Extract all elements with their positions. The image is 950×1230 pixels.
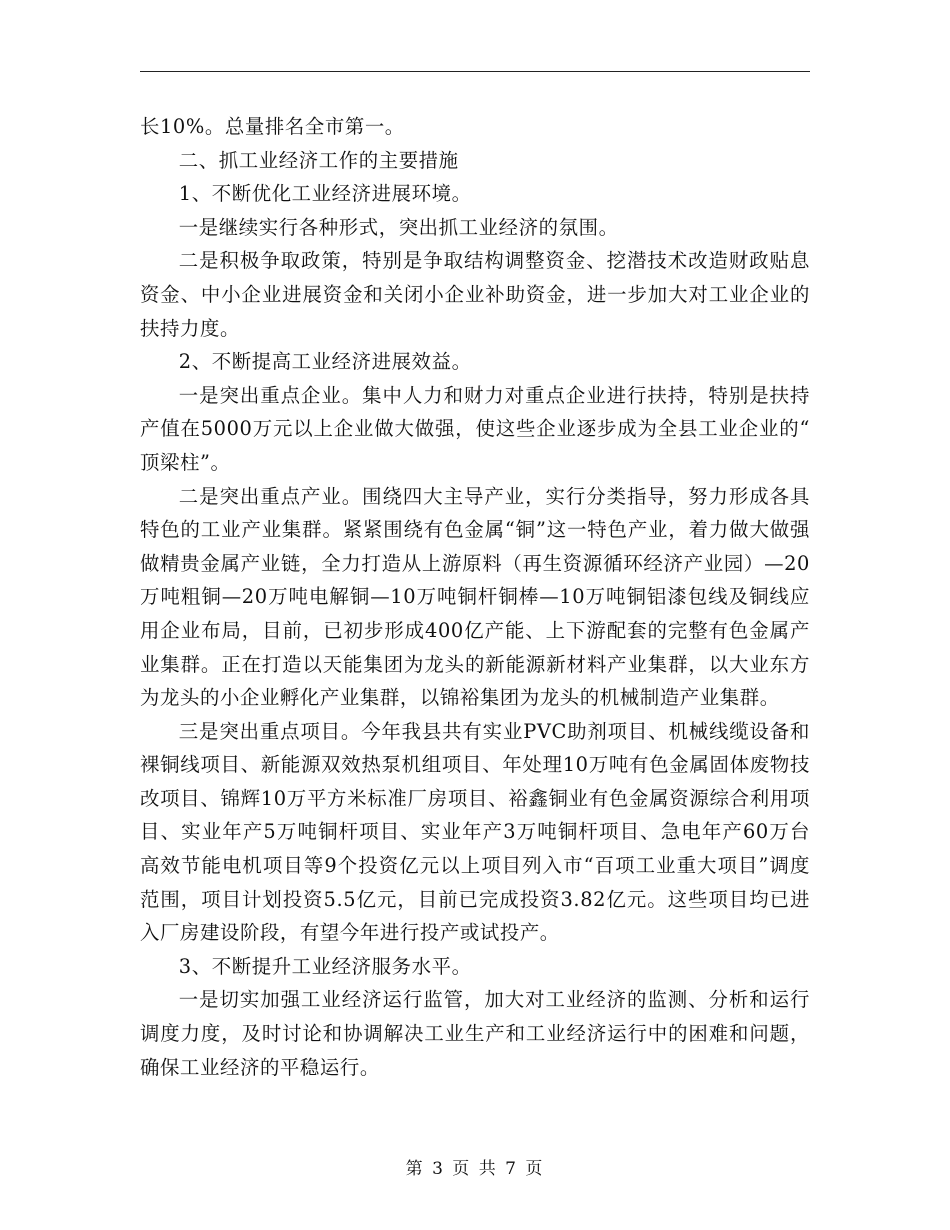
footer-middle: 页 共 (452, 1159, 498, 1179)
paragraph-monitoring: 一是切实加强工业经济运行监管，加大对工业经济的监测、分析和运行调度力度，及时讨论和协调解决工业生产和工业经济运行中的困难和问题，确保工业经济的平稳运行。 (140, 988, 810, 1079)
paragraph-key-enterprises: 一是突出重点企业。集中人力和财力对重点企业进行扶持，特别是扶持产值在5000万元以上企业做大做强，使这些企业逐步成为全县工业企业的“顶梁柱”。 (140, 383, 810, 474)
footer-current-page: 3 (432, 1159, 445, 1179)
paragraph-1: 长10%。总量排名全市第一。 (140, 115, 405, 138)
footer-prefix: 第 (405, 1159, 425, 1179)
paragraph-key-projects: 三是突出重点项目。今年我县共有实业PVC助剂项目、机械线缆设备和裸铜线项目、新能源双效热泵机组项目、年处理10万吨有色金属固体废物技改项目、锦辉10万平方米标准厂房项目、裕鑫铜业有色金属资源综合利用项目、实业年产5万吨铜杆项目、实业年产3万吨铜杆项目、急电年产60万台高效节能电机项目等9个投资亿元以上项目列入市“百项工业重大项目”调度范围，项目计划投资5.5亿元，目前已完成投资3.82亿元。这些项目均已进入厂房建设阶段，有望今年进行投产或试投产。 (140, 719, 810, 945)
footer-suffix: 页 (525, 1159, 545, 1179)
document-body (140, 110, 810, 1084)
paragraph-key-industries: 二是突出重点产业。围绕四大主导产业，实行分类指导，努力形成各具特色的工业产业集群。紧紧围绕有色金属“铜”这一特色产业，着力做大做强做精贵金属产业链，全力打造从上游原料（再生资源循环经济产业园）—20万吨粗铜—20万吨电解铜—10万吨铜杆铜棒—10万吨铜铝漆包线及铜线应用企业布局，目前，已初步形成400亿产能、上下游配套的完整有色金属产业集群。正在打造以天能集团为龙头的新能源新材料产业集群，以大业东方为龙头的小企业孵化产业集群，以锦裕集团为龙头的机械制造产业集群。 (140, 484, 810, 710)
header-rule (140, 71, 810, 72)
subheading-service: 3、不断提升工业经济服务水平。 (178, 954, 472, 978)
paragraph-policy: 二是积极争取政策，特别是争取结构调整资金、挖潜技术改造财政贴息资金、中小企业进展资金和关闭小企业补助资金，进一步加大对工业企业的扶持力度。 (140, 249, 810, 340)
subheading-efficiency: 2、不断提高工业经济进展效益。 (178, 350, 472, 374)
page-footer (0, 1158, 950, 1180)
footer-total-pages: 7 (505, 1159, 518, 1179)
subheading-environment: 1、不断优化工业经济进展环境。 (178, 182, 472, 206)
section-heading-measures: 二、抓工业经济工作的主要措施 (178, 148, 459, 172)
paragraph-atmosphere: 一是继续实行各种形式，突出抓工业经济的氛围。 (178, 215, 619, 239)
